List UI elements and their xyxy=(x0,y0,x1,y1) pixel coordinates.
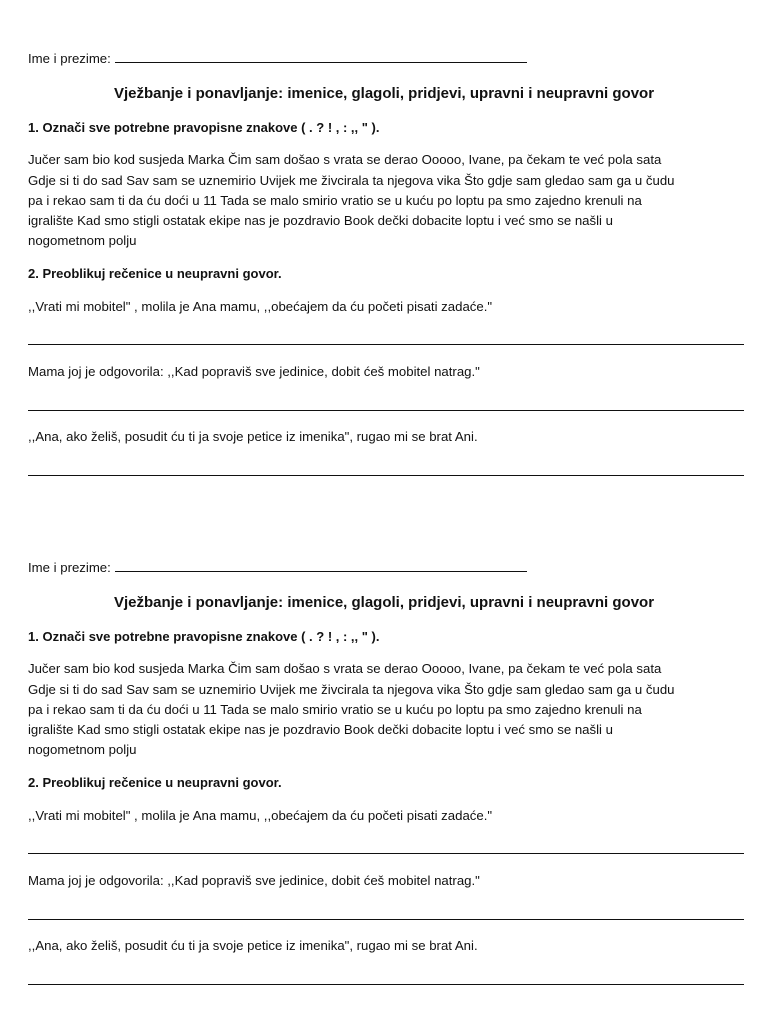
task2-sentence: Mama joj je odgovorila: ,,Kad popraviš sve jedinice, dobit ćeš mobitel natrag." xyxy=(28,364,480,379)
task1-paragraph-line: pa i rekao sam ti da ću doći u 11 Tada se malo smirio vratio se u kuću po loptu pa smo zajedno krenuli na xyxy=(28,702,642,717)
name-label: Ime i prezime: xyxy=(28,51,111,66)
task1-paragraph-line: nogometnom polju xyxy=(28,233,137,248)
task1-paragraph-line: igralište Kad smo stigli ostatak ekipe nas je pozdravio Book dečki dobacite loptu i već smo se našli u xyxy=(28,722,613,737)
task1-paragraph-line: Gdje si ti do sad Sav sam se uznemirio Uvijek me živcirala ta njegova vika Što gdje sam gledao sam ga u čudu xyxy=(28,173,675,188)
task1-paragraph-line: Jučer sam bio kod susjeda Marka Čim sam došao s vrata se derao Ooooo, Ivane, pa čekam te već pola sata xyxy=(28,152,662,167)
task2-sentence: ,,Vrati mi mobitel" , molila je Ana mamu, ,,obećajem da ću početi pisati zadaće." xyxy=(28,808,493,823)
answer-line[interactable] xyxy=(28,919,744,920)
answer-line[interactable] xyxy=(28,984,744,985)
task1-paragraph-line: Jučer sam bio kod susjeda Marka Čim sam došao s vrata se derao Ooooo, Ivane, pa čekam te već pola sata xyxy=(28,661,662,676)
answer-line[interactable] xyxy=(28,410,744,411)
task1-paragraph-line: nogometnom polju xyxy=(28,742,137,757)
worksheet-copy-2 xyxy=(0,509,768,1018)
task2-sentence: ,,Vrati mi mobitel" , molila je Ana mamu, ,,obećajem da ću početi pisati zadaće." xyxy=(28,299,493,314)
task1-heading: 1. Označi sve potrebne pravopisne znakove ( . ? ! , : ,, " ). xyxy=(28,629,380,644)
worksheet-copy-1 xyxy=(0,0,768,509)
task2-sentence: ,,Ana, ako želiš, posudit ću ti ja svoje petice iz imenika", rugao mi se brat Ani. xyxy=(28,429,478,444)
name-answer-line[interactable] xyxy=(115,558,527,572)
name-label: Ime i prezime: xyxy=(28,560,111,575)
worksheet-title: Vježbanje i ponavljanje: imenice, glagoli, pridjevi, upravni i neupravni govor xyxy=(113,594,655,611)
task1-paragraph-line: Gdje si ti do sad Sav sam se uznemirio Uvijek me živcirala ta njegova vika Što gdje sam gledao sam ga u čudu xyxy=(28,682,675,697)
answer-line[interactable] xyxy=(28,853,744,854)
answer-line[interactable] xyxy=(28,475,744,476)
name-row xyxy=(28,49,527,69)
task2-heading: 2. Preoblikuj rečenice u neupravni govor. xyxy=(28,775,282,790)
task2-heading: 2. Preoblikuj rečenice u neupravni govor. xyxy=(28,266,282,281)
task2-sentence: ,,Ana, ako želiš, posudit ću ti ja svoje petice iz imenika", rugao mi se brat Ani. xyxy=(28,938,478,953)
task2-sentence: Mama joj je odgovorila: ,,Kad popraviš sve jedinice, dobit ćeš mobitel natrag." xyxy=(28,873,480,888)
name-row xyxy=(28,558,527,578)
name-answer-line[interactable] xyxy=(115,49,527,63)
task1-paragraph-line: igralište Kad smo stigli ostatak ekipe nas je pozdravio Book dečki dobacite loptu i već smo se našli u xyxy=(28,213,613,228)
task1-paragraph-line: pa i rekao sam ti da ću doći u 11 Tada se malo smirio vratio se u kuću po loptu pa smo zajedno krenuli na xyxy=(28,193,642,208)
task1-heading: 1. Označi sve potrebne pravopisne znakove ( . ? ! , : ,, " ). xyxy=(28,120,380,135)
answer-line[interactable] xyxy=(28,344,744,345)
worksheet-title: Vježbanje i ponavljanje: imenice, glagoli, pridjevi, upravni i neupravni govor xyxy=(113,85,655,102)
